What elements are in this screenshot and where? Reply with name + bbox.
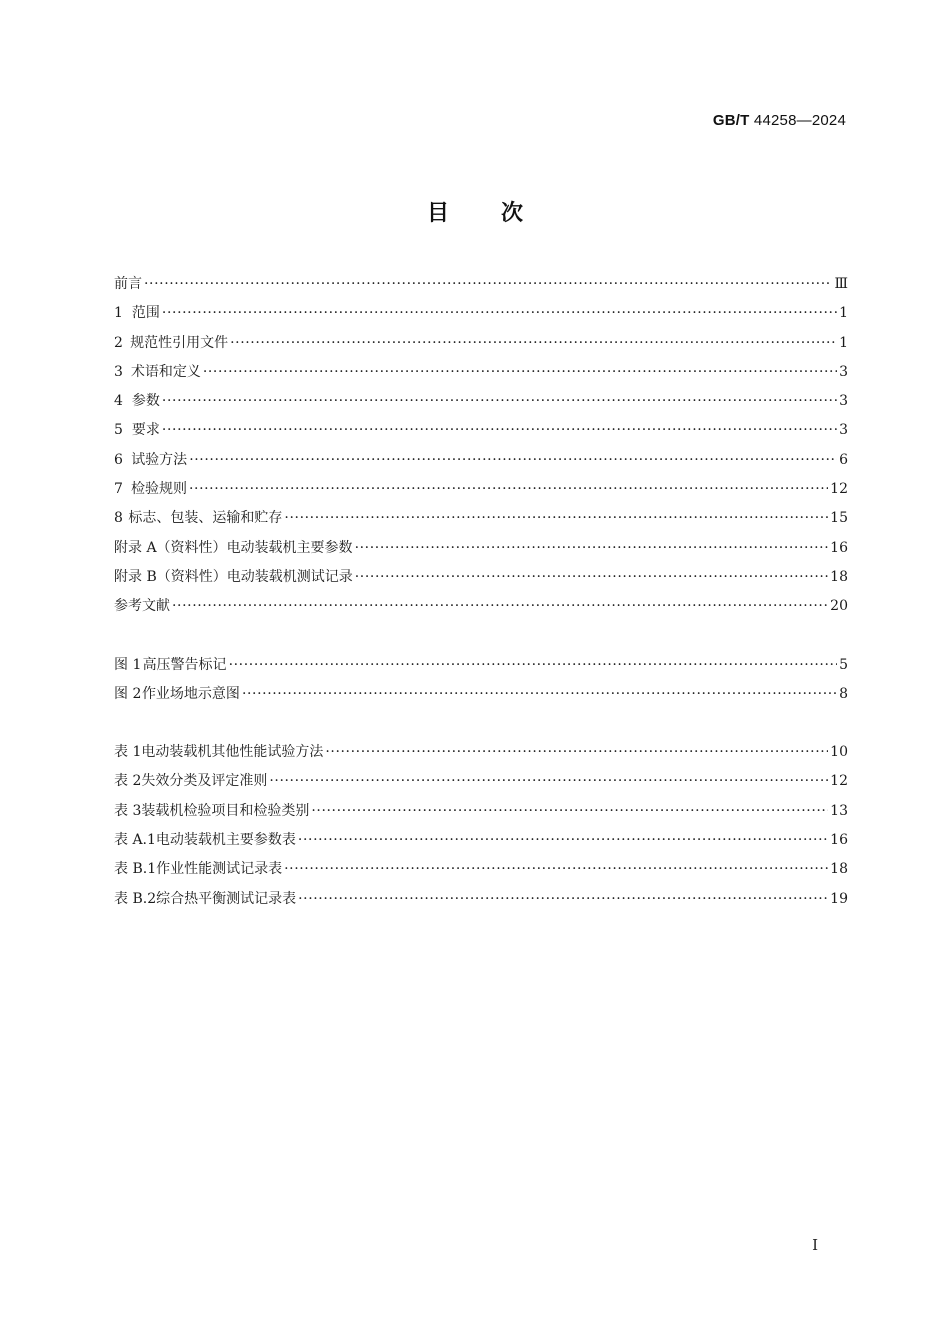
toc-entry-label: 参数 [131, 393, 160, 410]
toc-entry-label: 电动装载机测试记录 [226, 568, 353, 585]
toc-entry-number: 4 [114, 393, 123, 410]
toc-entry-number: 5 [114, 422, 123, 439]
dot-leader [144, 270, 832, 299]
toc-entry-label: 范围 [131, 305, 160, 322]
standard-prefix: GB/T [712, 112, 750, 129]
toc-entry-label: 电动装载机其他性能试验方法 [141, 744, 324, 761]
toc-entry-number: 3 [114, 363, 123, 380]
toc-entry-number: 2 [114, 334, 123, 351]
toc-figure-entry[interactable] [114, 680, 848, 709]
dot-leader [311, 797, 828, 826]
toc-entry-number: 表 B.1 [114, 861, 157, 878]
dot-leader [189, 475, 828, 504]
toc-entry[interactable] [114, 358, 848, 387]
toc-entry-number: 7 [114, 481, 123, 498]
toc-entry[interactable] [114, 475, 848, 504]
toc-entry[interactable] [114, 387, 848, 416]
toc-entry-label: 作业性能测试记录表 [156, 861, 283, 878]
dot-leader [162, 299, 837, 328]
toc-entry-label: 失效分类及评定准则 [141, 773, 268, 790]
dot-leader [325, 738, 828, 767]
toc-table-entry[interactable] [114, 738, 848, 767]
toc-entry-page: 13 [830, 802, 848, 819]
toc-entry-page: 19 [830, 890, 848, 907]
toc-entry-number: 附录 B（资料性） [114, 568, 227, 585]
page-number: I [812, 1236, 818, 1254]
section-spacer [114, 622, 848, 651]
toc-entry-label: 装载机检验项目和检验类别 [141, 802, 310, 819]
toc-table-entry[interactable] [114, 885, 848, 914]
dot-leader [269, 767, 828, 796]
toc-entry-label: 前言 [114, 276, 142, 292]
toc-entry-label: 检验规则 [130, 481, 187, 498]
toc-entry-page: 18 [830, 568, 848, 585]
toc-entry-page: 6 [839, 451, 848, 468]
toc-entry-page: 1 [839, 334, 848, 351]
toc-entry-label: 标志、包装、运输和贮存 [128, 510, 283, 527]
dot-leader [298, 826, 828, 855]
dot-leader [284, 504, 828, 533]
toc-table-entry[interactable] [114, 797, 848, 826]
toc-entry-number: 表 2 [114, 773, 142, 790]
table-of-contents [114, 270, 848, 914]
toc-tables [114, 738, 848, 914]
toc-entry-number: 附录 A（资料性） [114, 539, 227, 556]
section-spacer [114, 709, 848, 738]
toc-entry-page: Ⅲ [834, 276, 848, 292]
toc-figure-entry[interactable] [114, 651, 848, 680]
toc-entry[interactable] [114, 592, 848, 621]
toc-entry-page: 16 [830, 832, 848, 849]
toc-entry-number: 图 1 [114, 656, 142, 673]
dot-leader [162, 416, 837, 445]
toc-entry-page: 8 [839, 685, 848, 702]
toc-entry-number: 1 [114, 305, 123, 322]
toc-table-entry[interactable] [114, 826, 848, 855]
dot-leader [242, 680, 837, 709]
toc-entry[interactable] [114, 329, 848, 358]
toc-entry-number: 表 1 [114, 744, 142, 761]
toc-entry-label: 参考文献 [114, 598, 170, 615]
toc-entry-page: 12 [830, 773, 848, 790]
dot-leader [284, 855, 828, 884]
dot-leader [189, 446, 837, 475]
toc-entry-page: 15 [830, 510, 848, 527]
toc-entry-number: 表 B.2 [114, 890, 157, 907]
toc-entry-page: 18 [830, 861, 848, 878]
toc-entry-number: 8 [114, 510, 123, 527]
toc-entry-page: 5 [839, 656, 848, 673]
toc-table-entry[interactable] [114, 855, 848, 884]
toc-entry-annex[interactable] [114, 563, 848, 592]
toc-entry-page: 3 [839, 422, 848, 439]
toc-entry-number: 表 A.1 [114, 832, 156, 849]
toc-entry-page: 3 [839, 393, 848, 410]
toc-entry-page: 10 [830, 744, 848, 761]
toc-entry-page: 3 [839, 363, 848, 380]
dot-leader [229, 651, 838, 680]
toc-entry-label: 要求 [131, 422, 160, 439]
dot-leader [230, 329, 837, 358]
toc-entry-label: 电动装载机主要参数 [226, 539, 353, 556]
toc-entry-label: 规范性引用文件 [130, 334, 229, 351]
dot-leader [355, 563, 828, 592]
toc-entry-label: 高压警告标记 [142, 656, 227, 673]
dot-leader [298, 885, 828, 914]
toc-entry-page: 16 [830, 539, 848, 556]
toc-entry[interactable] [114, 416, 848, 445]
toc-entry-number: 图 2 [114, 685, 142, 702]
toc-entry-page: 1 [839, 305, 848, 322]
toc-entry-label: 作业场地示意图 [141, 685, 240, 702]
standard-code [713, 112, 846, 129]
toc-entry-annex[interactable] [114, 534, 848, 563]
toc-entry-page: 20 [830, 598, 848, 615]
toc-sections [114, 270, 848, 622]
toc-entry[interactable] [114, 270, 848, 299]
dot-leader [203, 358, 837, 387]
toc-entry[interactable] [114, 446, 848, 475]
toc-figures [114, 651, 848, 710]
toc-entry[interactable] [114, 299, 848, 328]
standard-number: 44258—2024 [753, 112, 846, 129]
dot-leader [172, 592, 828, 621]
toc-entry-label: 综合热平衡测试记录表 [156, 890, 297, 907]
toc-table-entry[interactable] [114, 767, 848, 796]
dot-leader [162, 387, 837, 416]
toc-entry-number: 表 3 [114, 802, 142, 819]
toc-entry-label: 试验方法 [131, 451, 188, 468]
toc-entry-label: 电动装载机主要参数表 [155, 832, 296, 849]
toc-entry[interactable] [114, 504, 848, 533]
page-title: 目次 [426, 201, 575, 226]
dot-leader [355, 534, 829, 563]
toc-entry-label: 术语和定义 [130, 363, 201, 380]
toc-entry-number: 6 [114, 451, 123, 468]
toc-entry-page: 12 [830, 481, 848, 498]
